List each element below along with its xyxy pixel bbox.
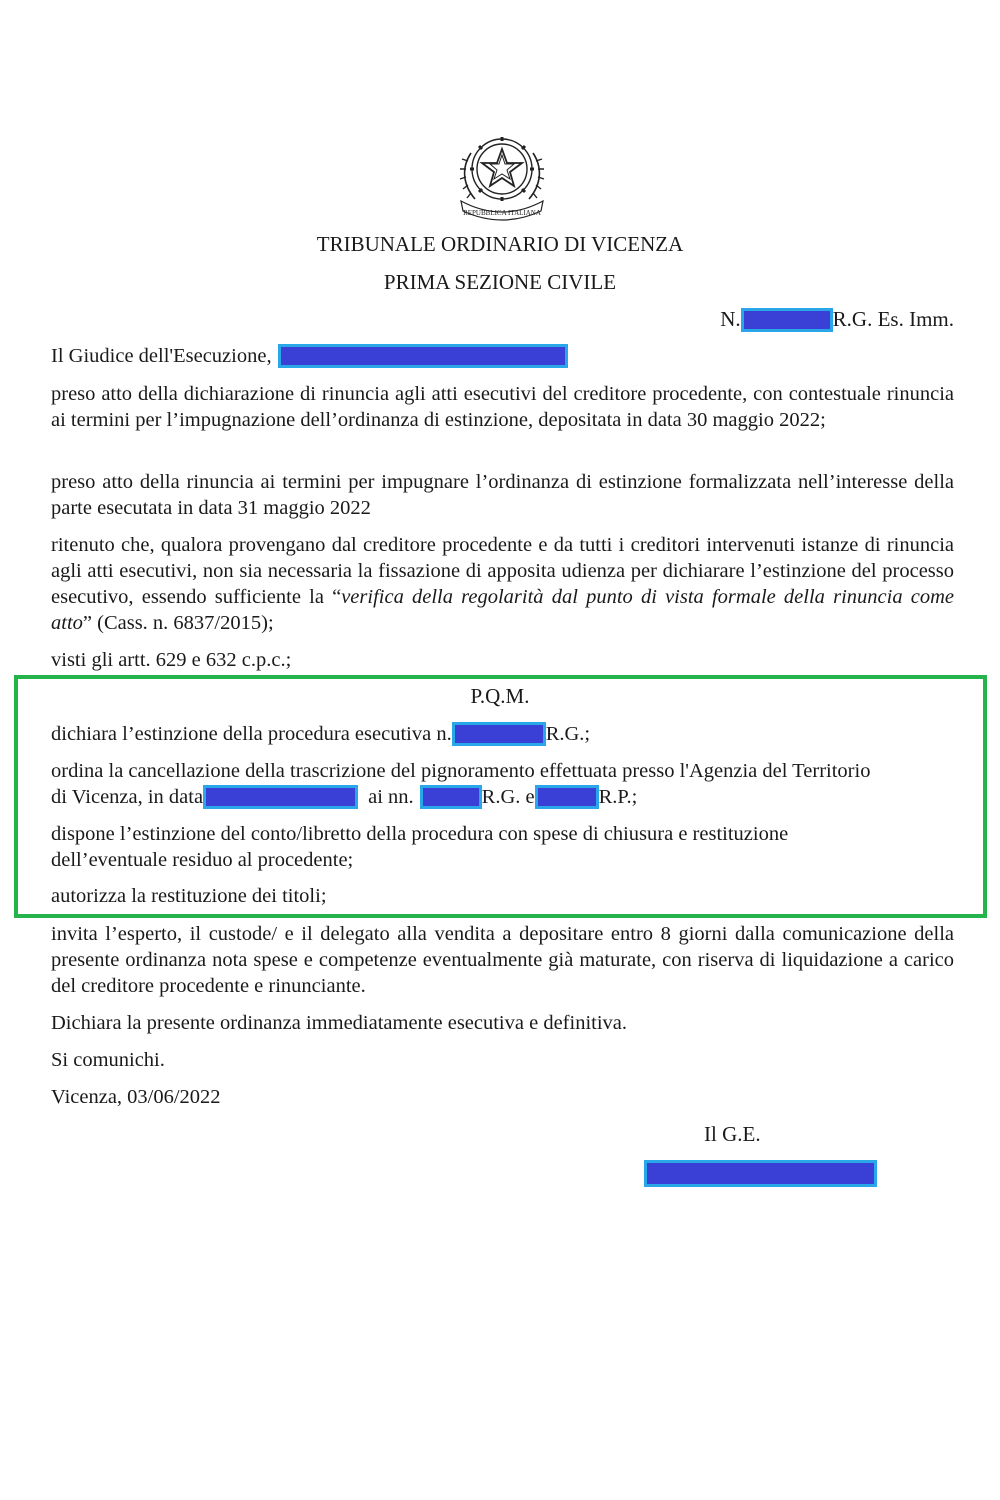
pqm-ordina-line-2 (51, 784, 954, 810)
redacted-rg-number (741, 308, 833, 332)
paragraph-invita: invita l’esperto, il custode/ e il delegato alla vendita a depositare entro 8 giorni dalla comunicazione della presente ordinanza nota spese e competenze eventualmente già maturate, con riserva di liquidazione a carico del creditore procedente e rinunciante. (51, 923, 954, 997)
redacted-judge-name (278, 344, 568, 368)
rg-prefix: N. (720, 307, 741, 331)
paragraph-ritenuto (51, 532, 954, 636)
ordina-rp-label: R.P.; (598, 786, 638, 808)
court-title: TRIBUNALE ORDINARIO DI VICENZA (316, 232, 684, 256)
signatory-label: Il G.E. (704, 1122, 761, 1146)
emblem-text: REPUBBLICA ITALIANA (463, 209, 541, 217)
pqm-dichiara-line (51, 721, 954, 747)
pqm-autorizza: autorizza la restituzione dei titoli; (51, 885, 327, 907)
redacted-judge-signature (644, 1160, 877, 1187)
rg-number-line (720, 307, 954, 332)
paragraph-si-comunichi: Si comunichi. (51, 1049, 165, 1071)
pqm-ordina-line-1: ordina la cancellazione della trascrizione del pignoramento effettuata presso l'Agenzia del Territorio (51, 760, 871, 782)
ordina-rg-label: R.G. e (481, 786, 535, 808)
dichiara-suffix: R.G.; (545, 723, 591, 745)
ritenuto-text: ritenuto che, qualora provengano dal creditore procedente e da tutti i creditori intervenuti istanze di rinuncia agli atti esecutivi, non sia necessaria la fissazione di apposita udienza per dichiarare l’estinzione del processo esecutivo, essendo sufficiente la “ (51, 534, 954, 608)
redacted-rg-registry-number (420, 785, 482, 809)
ordina-date-label: di Vicenza, in data (51, 786, 204, 808)
pqm-dispone: dispone l’estinzione del conto/libretto della procedura con spese di chiusura e restituzione dell’eventuale residuo al procedente; (51, 823, 789, 871)
ritenuto-quote: verifica della regolarità dal punto di vista formale della rinuncia come atto (51, 586, 954, 634)
pqm-title: P.Q.M. (470, 684, 530, 708)
judge-label: Il Giudice dell'Esecuzione, (51, 345, 272, 367)
dichiara-text: dichiara l’estinzione della procedura esecutiva n. (51, 723, 452, 745)
paragraph-visti: visti gli artt. 629 e 632 c.p.c.; (51, 649, 292, 671)
paragraph-rinuncia-termini: preso atto della rinuncia ai termini per impugnare l’ordinanza di estinzione formalizzata nell’interesse della parte esecutata in data 31 maggio 2022 (51, 471, 954, 519)
redacted-rp-number (535, 785, 599, 809)
redacted-date (203, 785, 358, 809)
place-date: Vicenza, 03/06/2022 (51, 1086, 221, 1108)
redacted-procedure-number (452, 722, 546, 746)
ordina-numbers-label: ai nn. (368, 786, 414, 808)
paragraph-rinuncia-creditore: preso atto della dichiarazione di rinuncia agli atti esecutivi del creditore procedente, con contestuale rinuncia ai termini per l’impugnazione dell’ordinanza di estinzione, depositata in data 30 maggio 2022; (51, 383, 954, 431)
paragraph-dichiara-esecutiva: Dichiara la presente ordinanza immediatamente esecutiva e definitiva. (51, 1012, 628, 1034)
repubblica-italiana-emblem-icon (453, 123, 551, 223)
judge-line (51, 343, 954, 369)
rg-suffix: R.G. Es. Imm. (832, 307, 954, 331)
ritenuto-citation: ” (Cass. n. 6837/2015); (82, 612, 274, 634)
section-title: PRIMA SEZIONE CIVILE (383, 270, 617, 294)
